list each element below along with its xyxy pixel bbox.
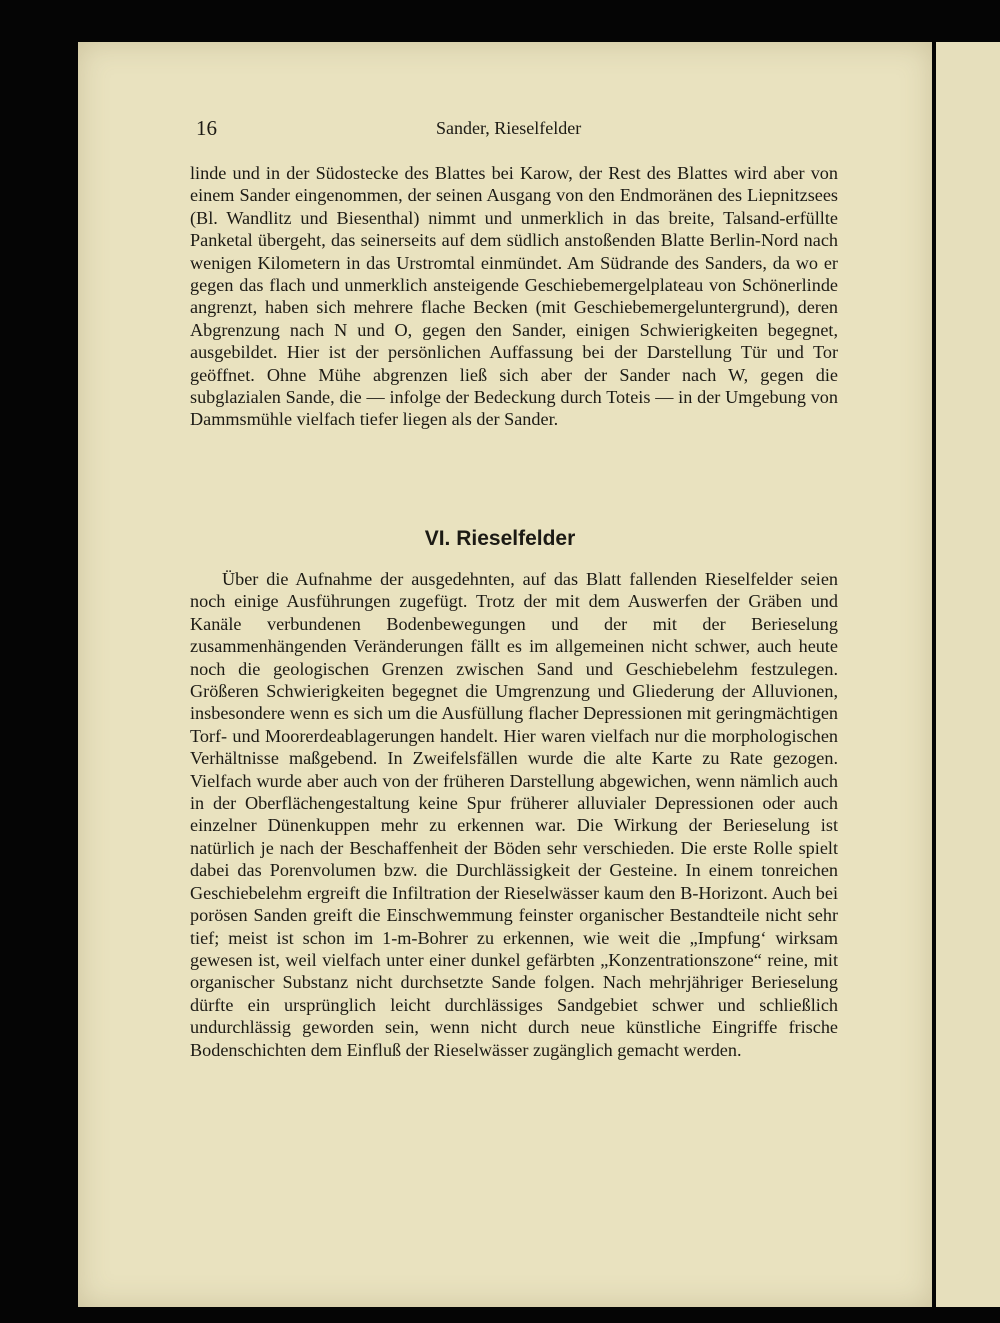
running-title: Sander, Rieselfelder [436,118,582,138]
section-heading: VI. Rieselfelder [424,527,576,550]
paragraph-1: linde und in der Südostecke des Blattes bei Karow, der Rest des Blattes wird aber von einem Sander eingenommen, der seinen Ausgang von den Endmoränen des Liepnitzsees (Bl. Wandlitz und Biesenthal) nimmt und unmerklich in das breite, Talsand-erfüllte Panketal übergeht, das seinerseits auf dem südlich anstoßenden Blatte Berlin-Nord nach wenigen Kilometern in das Urstromtal einmündet. Am Südrande des Sanders, da wo er gegen das flach und unmerklich ansteigende Geschiebemergelplateau von Schönerlinde angrenzt, haben sich mehrere flache Becken (mit Geschiebemergeluntergrund), deren Abgrenzung nach N und O, gegen den Sander, einigen Schwierigkeiten begegnet, ausgebildet. Hier ist der persönlichen Auffassung bei der Darstellung Tür und Tor geöffnet. Ohne Mühe abgrenzen ließ sich aber der Sander nach W, gegen die subglazialen Sande, die — infolge der Bedeckung durch Toteis — in der Umgebung von Dammsmühle vielfach tiefer liegen als der Sander. [190,163,838,430]
paragraph-2: Über die Aufnahme der ausgedehnten, auf das Blatt fallenden Rieselfelder seien noch einige Ausführungen zugefügt. Trotz der mit dem Auswerfen der Gräben und Kanäle verbundenen Bodenbewegungen und der mit der Berieselung zusammenhängenden Veränderungen fällt es im allgemeinen nicht schwer, auch heute noch die geologischen Grenzen zwischen Sand und Geschiebelehm festzulegen. Größeren Schwierigkeiten begegnet die Umgrenzung und Gliederung der Alluvionen, insbesondere wenn es sich um die Ausfüllung flacher Depressionen mit geringmächtigen Torf- und Moorerdeablagerungen handelt. Hier waren vielfach nur die morphologischen Verhältnisse maßgebend. In Zweifelsfällen wurde die alte Karte zu Rate gezogen. Vielfach wurde aber auch von der früheren Darstellung abgewichen, wenn nämlich auch in der Oberflächengestaltung keine Spur früherer alluvialer Depressionen oder auch einzelner Dünenkuppen mehr zu erkennen war. Die Wirkung der Berieselung ist natürlich je nach der Beschaffenheit der Böden sehr verschieden. Die erste Rolle spielt dabei das Porenvolumen bzw. die Durchlässigkeit der Gesteine. In einem tonreichen Geschiebelehm ergreift die Infiltration der Rieselwässer kaum den B-Horizont. Auch bei porösen Sanden greift die Einschwemmung feinster organischer Bestandteile nicht sehr tief; meist ist schon im 1-m-Bohrer zu erkennen, wie weit die „Impfung‘ wirksam gewesen ist, weil vielfach unter einer dunkel gefärbten „Konzentrationszone“ reine, mit organischer Substanz nicht durchsetzte Sande folgen. Nach mehrjähriger Berieselung dürfte ein ursprünglich leicht durchlässiges Sandgebiet schwer und schließlich undurchlässig geworden sein, wenn nicht durch neue künstliche Eingriffe frische Bodenschichten dem Einfluß der Rieselwässer zugänglich gemacht werden. [190,569,838,1060]
page-number: 16 [196,116,217,140]
running-header [0,116,1000,140]
adjacent-page-edge [936,42,1000,1307]
